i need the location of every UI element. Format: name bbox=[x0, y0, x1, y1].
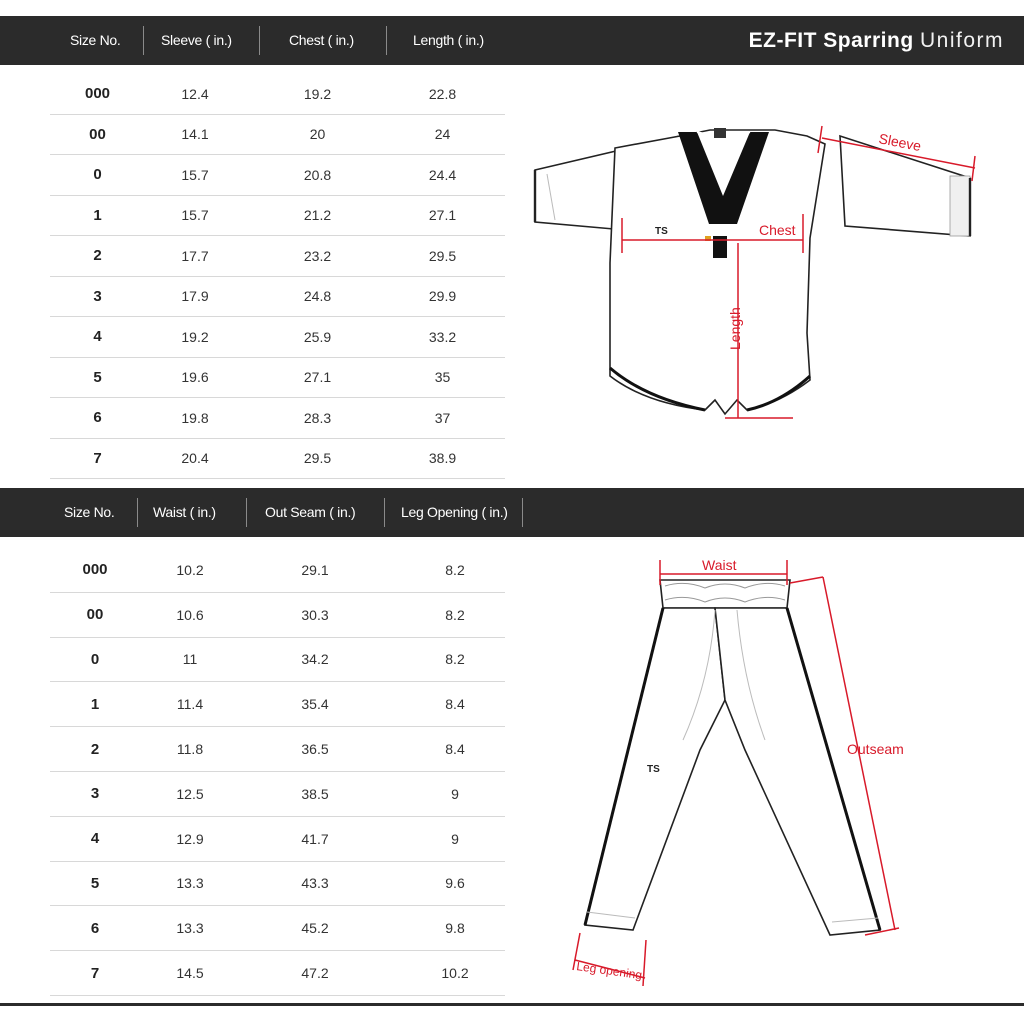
table-row bbox=[50, 862, 505, 907]
value-cell: 10.2 bbox=[176, 561, 204, 578]
value-cell: 14.5 bbox=[176, 965, 204, 982]
table-row bbox=[50, 638, 505, 683]
table-row bbox=[50, 398, 505, 439]
header-chest: Chest ( in.) bbox=[289, 32, 354, 48]
value-cell: 11 bbox=[182, 651, 198, 668]
header-out-seam: Out Seam ( in.) bbox=[265, 504, 356, 520]
value-cell: 17.9 bbox=[181, 288, 209, 305]
top-header-bar bbox=[0, 16, 1024, 65]
size-cell: 000 bbox=[82, 561, 108, 579]
value-cell: 12.4 bbox=[181, 85, 209, 102]
table-row bbox=[50, 951, 505, 996]
size-cell: 5 bbox=[93, 368, 102, 386]
table-row bbox=[50, 772, 505, 817]
sleeve-label: Sleeve bbox=[877, 130, 923, 155]
size-cell: 4 bbox=[90, 830, 100, 848]
value-cell: 21.2 bbox=[303, 207, 332, 224]
pants-diagram bbox=[565, 550, 925, 990]
header-divider bbox=[522, 498, 523, 527]
value-cell: 47.2 bbox=[301, 965, 329, 982]
header-divider bbox=[384, 498, 385, 527]
table-row bbox=[50, 906, 505, 951]
value-cell: 8.4 bbox=[445, 741, 465, 758]
value-cell: 20.8 bbox=[303, 166, 332, 183]
size-cell: 2 bbox=[93, 247, 102, 265]
size-cell: 7 bbox=[90, 964, 100, 982]
outseam-label: Outseam bbox=[847, 741, 904, 757]
jacket-size-table bbox=[50, 74, 505, 479]
table-row bbox=[50, 358, 505, 399]
value-cell: 8.4 bbox=[445, 696, 465, 713]
svg-text:TS: TS bbox=[655, 226, 668, 237]
value-cell: 19.2 bbox=[181, 328, 209, 345]
value-cell: 35 bbox=[434, 369, 451, 386]
table-row bbox=[50, 317, 505, 358]
jacket-diagram bbox=[525, 118, 995, 430]
size-cell: 2 bbox=[90, 740, 100, 758]
value-cell: 30.3 bbox=[301, 606, 329, 623]
value-cell: 20.4 bbox=[181, 450, 209, 467]
value-cell: 11.8 bbox=[176, 741, 204, 758]
value-cell: 9 bbox=[451, 785, 459, 802]
header-leg-opening: Leg Opening ( in.) bbox=[401, 504, 508, 520]
value-cell: 29.5 bbox=[428, 247, 457, 264]
value-cell: 33.2 bbox=[428, 328, 457, 345]
table-row bbox=[50, 236, 505, 277]
value-cell: 8.2 bbox=[445, 561, 465, 578]
table-row bbox=[50, 727, 505, 772]
header-size-no: Size No. bbox=[70, 32, 121, 48]
length-label: Length bbox=[727, 307, 743, 350]
value-cell: 13.3 bbox=[176, 875, 204, 892]
header-size-no: Size No. bbox=[64, 504, 115, 520]
value-cell: 15.7 bbox=[181, 207, 209, 224]
size-cell: 7 bbox=[93, 449, 102, 467]
table-row bbox=[50, 196, 505, 237]
value-cell: 27.1 bbox=[303, 369, 332, 386]
header-divider bbox=[259, 26, 260, 55]
leg-opening-label: Leg opening bbox=[575, 959, 643, 983]
table-row bbox=[50, 682, 505, 727]
header-divider bbox=[143, 26, 144, 55]
value-cell: 8.2 bbox=[445, 606, 465, 623]
value-cell: 45.2 bbox=[301, 920, 329, 937]
size-cell: 3 bbox=[93, 287, 102, 305]
footer-divider bbox=[0, 1003, 1024, 1006]
waist-label: Waist bbox=[702, 557, 737, 573]
size-cell: 6 bbox=[90, 919, 100, 937]
size-cell: 0 bbox=[90, 650, 100, 668]
table-row bbox=[50, 277, 505, 318]
value-cell: 9.6 bbox=[445, 875, 465, 892]
brand-title bbox=[749, 16, 1004, 65]
size-cell: 4 bbox=[93, 328, 102, 346]
value-cell: 24.8 bbox=[303, 288, 332, 305]
table-row bbox=[50, 155, 505, 196]
value-cell: 23.2 bbox=[303, 247, 332, 264]
value-cell: 24 bbox=[434, 126, 451, 143]
value-cell: 25.9 bbox=[303, 328, 332, 345]
value-cell: 8.2 bbox=[445, 651, 465, 668]
value-cell: 10.6 bbox=[176, 606, 204, 623]
header-divider bbox=[246, 498, 247, 527]
brand-title-bold: EZ-FIT Sparring bbox=[748, 29, 914, 52]
size-cell: 3 bbox=[90, 785, 100, 803]
value-cell: 43.3 bbox=[301, 875, 329, 892]
value-cell: 29.5 bbox=[303, 450, 332, 467]
header-sleeve: Sleeve ( in.) bbox=[161, 32, 232, 48]
value-cell: 19.8 bbox=[181, 409, 209, 426]
chest-label: Chest bbox=[759, 222, 796, 238]
value-cell: 35.4 bbox=[301, 696, 329, 713]
value-cell: 9.8 bbox=[445, 920, 465, 937]
size-cell: 000 bbox=[84, 85, 111, 103]
pants-right-leg bbox=[715, 608, 880, 935]
value-cell: 19.2 bbox=[303, 85, 332, 102]
value-cell: 24.4 bbox=[428, 166, 457, 183]
table-row bbox=[50, 593, 505, 638]
size-cell: 1 bbox=[93, 206, 102, 224]
table-row bbox=[50, 817, 505, 862]
jacket-body bbox=[610, 130, 825, 414]
size-cell: 5 bbox=[90, 874, 100, 892]
value-cell: 20 bbox=[309, 126, 326, 143]
value-cell: 41.7 bbox=[301, 830, 329, 847]
value-cell: 13.3 bbox=[176, 920, 204, 937]
value-cell: 38.9 bbox=[428, 450, 457, 467]
bottom-header-bar bbox=[0, 488, 1024, 537]
value-cell: 29.1 bbox=[301, 561, 329, 578]
brand-title-light: Uniform bbox=[919, 29, 1004, 52]
value-cell: 17.7 bbox=[181, 247, 209, 264]
value-cell: 22.8 bbox=[428, 85, 457, 102]
size-cell: 00 bbox=[89, 125, 106, 143]
value-cell: 27.1 bbox=[428, 207, 457, 224]
header-divider bbox=[137, 498, 138, 527]
pants-size-table bbox=[50, 548, 505, 996]
value-cell: 9 bbox=[451, 830, 459, 847]
size-cell: 6 bbox=[93, 409, 102, 427]
header-length: Length ( in.) bbox=[413, 32, 484, 48]
size-cell: 1 bbox=[90, 695, 100, 713]
value-cell: 37 bbox=[434, 409, 451, 426]
header-waist: Waist ( in.) bbox=[153, 504, 216, 520]
value-cell: 36.5 bbox=[301, 741, 329, 758]
value-cell: 15.7 bbox=[181, 166, 209, 183]
table-row bbox=[50, 548, 505, 593]
value-cell: 12.5 bbox=[176, 785, 204, 802]
value-cell: 11.4 bbox=[176, 696, 204, 713]
value-cell: 10.2 bbox=[441, 965, 469, 982]
value-cell: 14.1 bbox=[181, 126, 209, 143]
value-cell: 38.5 bbox=[301, 785, 329, 802]
value-cell: 12.9 bbox=[176, 830, 204, 847]
size-cell: 0 bbox=[93, 166, 102, 184]
value-cell: 19.6 bbox=[181, 369, 209, 386]
value-cell: 28.3 bbox=[303, 409, 332, 426]
value-cell: 29.9 bbox=[428, 288, 457, 305]
table-row bbox=[50, 74, 505, 115]
value-cell: 34.2 bbox=[301, 651, 329, 668]
header-divider bbox=[386, 26, 387, 55]
size-cell: 00 bbox=[86, 606, 104, 624]
table-row bbox=[50, 439, 505, 480]
table-row bbox=[50, 115, 505, 156]
svg-text:TS: TS bbox=[647, 764, 660, 775]
